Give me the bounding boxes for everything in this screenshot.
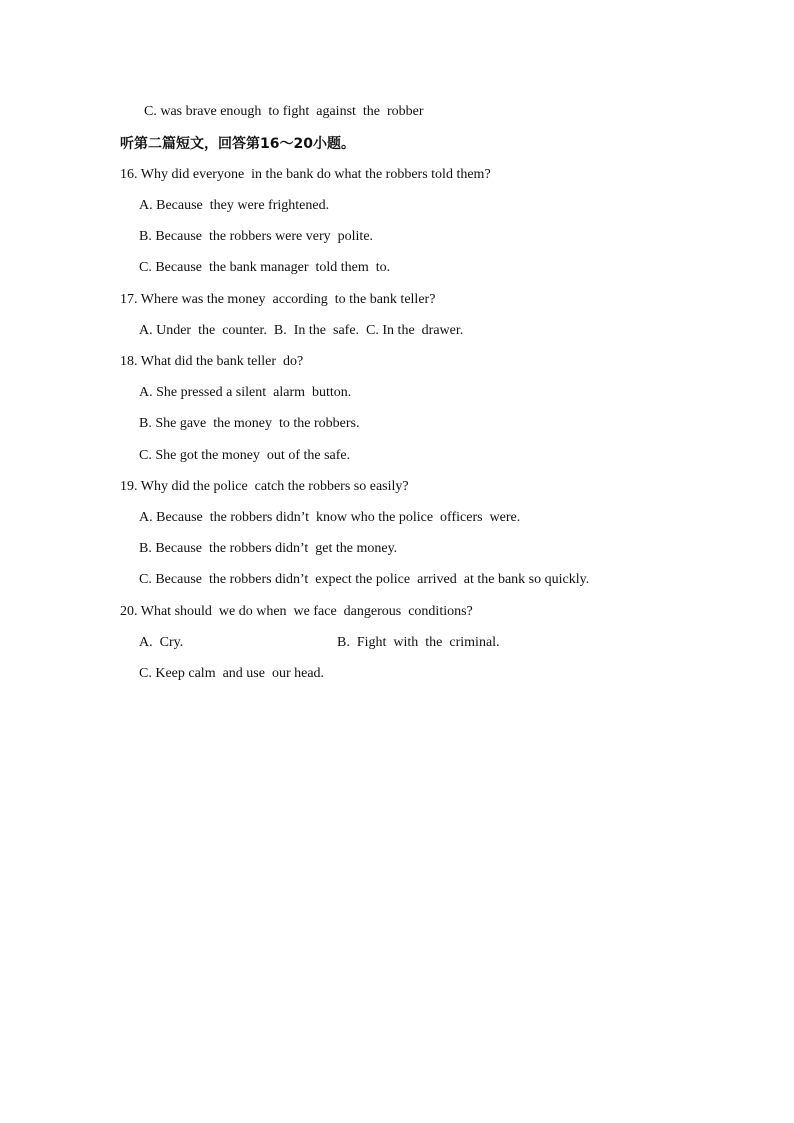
option-20b: B. Fight with the criminal. — [337, 635, 500, 650]
option-20a: A. Cry. — [139, 635, 184, 650]
question-20: 20. What should we do when we face dangerous conditions? — [120, 604, 473, 619]
option-18c: C. She got the money out of the safe. — [139, 448, 351, 463]
option-18b: B. She gave the money to the robbers. — [139, 416, 360, 431]
question-18: 18. What did the bank teller do? — [120, 354, 304, 369]
option-16c: C. Because the bank manager told them to. — [139, 260, 391, 275]
option-20c: C. Keep calm and use our head. — [139, 666, 325, 681]
option-18a: A. She pressed a silent alarm button. — [139, 385, 352, 400]
option-19b: B. Because the robbers didn’t get the money. — [139, 541, 398, 556]
section-heading: 听第二篇短文，回答第16～20小题。 — [120, 136, 355, 152]
option-19a: A. Because the robbers didn’t know who the police officers were. — [139, 510, 521, 525]
option-16b: B. Because the robbers were very polite. — [139, 229, 374, 244]
question-19: 19. Why did the police catch the robbers so easily? — [120, 479, 409, 494]
option-15c: C. was brave enough to fight against the robber — [144, 104, 424, 119]
option-19c: C. Because the robbers didn’t expect the police arrived at the bank so quickly. — [139, 572, 590, 587]
options-17: A. Under the counter. B. In the safe. C. In the drawer. — [139, 323, 464, 338]
question-17: 17. Where was the money according to the bank teller? — [120, 292, 436, 307]
option-16a: A. Because they were frightened. — [139, 198, 330, 213]
question-16: 16. Why did everyone in the bank do what the robbers told them? — [120, 167, 491, 182]
